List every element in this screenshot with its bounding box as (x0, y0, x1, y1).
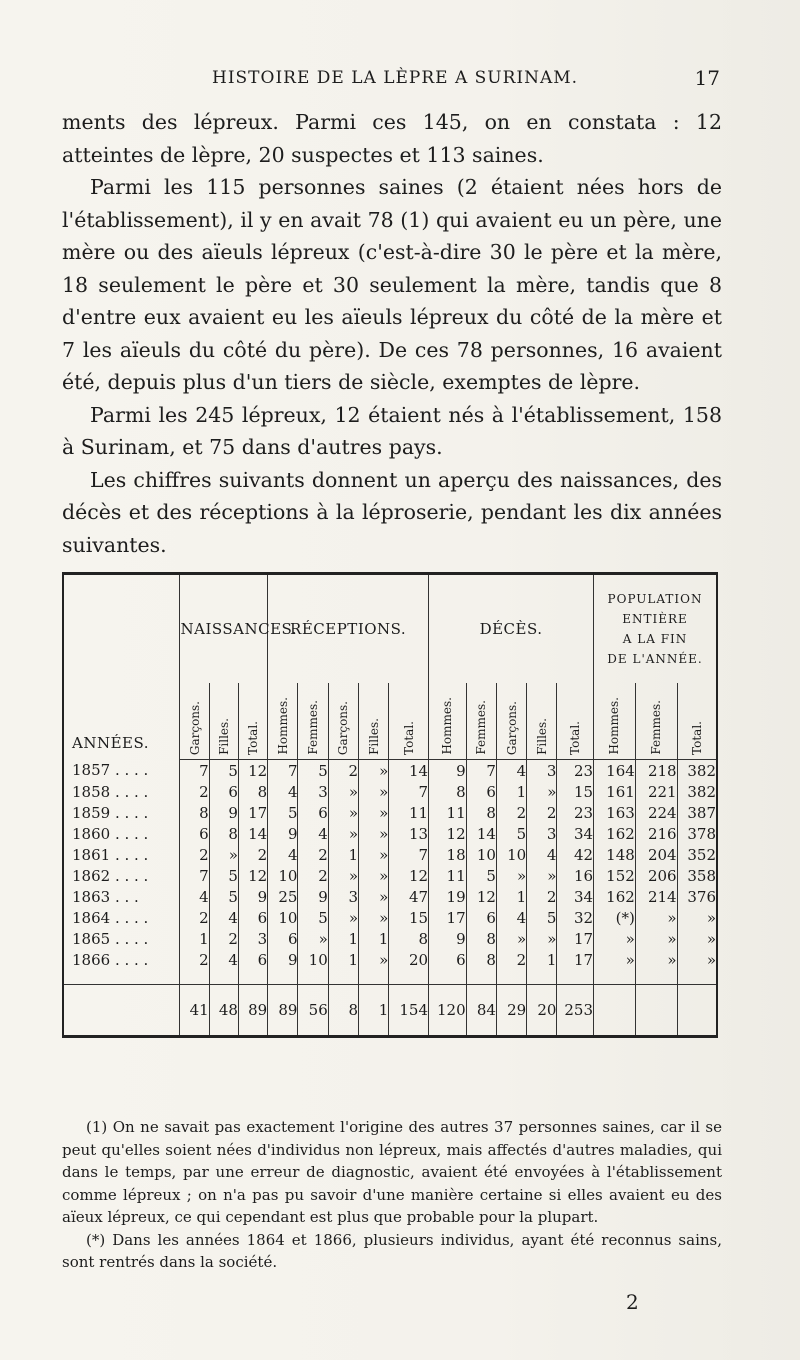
population-header-line: ENTIÈRE (622, 612, 688, 626)
year-cell: 1860 . . . . (72, 824, 149, 843)
paragraph: Parmi les 245 lépreux, 12 étaient nés à l'établissement, 158 à Surinam, et 75 dans d'autres pays. (62, 402, 722, 459)
table-cell: 9 (298, 886, 328, 907)
table-cell: 1 (496, 781, 526, 802)
table-cell: 5 (298, 907, 328, 928)
table-cell: 10 (298, 949, 328, 970)
table-cell: 3 (527, 823, 557, 844)
table-cell: 15 (389, 907, 429, 928)
table-cell: 378 (677, 823, 717, 844)
table-cell: 161 (594, 781, 636, 802)
table-cell: 162 (594, 886, 636, 907)
column-header: Filles. (527, 683, 557, 760)
table-cell: » (328, 907, 358, 928)
table-cell: 5 (268, 802, 298, 823)
table-cell: 14 (389, 760, 429, 782)
table-cell: » (359, 781, 389, 802)
table-cell: » (635, 949, 677, 970)
table-cell: 8 (389, 928, 429, 949)
paragraph: ments des lépreux. Parmi ces 145, on en constata : 12 atteintes de lèpre, 20 suspectes et 113 saines. (62, 110, 722, 167)
footnote: (1) On ne savait pas exactement l'origine des autres 37 personnes saines, car il se peut qu'elles soient nées d'individus non lépreux, mais affectés d'autres maladies, qui dans le temps, par une erreur de diagnostic, avaient été envoyées à l'établissement comme lépreux ; on n'a pas pu savoir d'une manière certaine si elles avaient eu des aïeux lépreux, ce qui cependant est plus que probable pour la plupart. (62, 1118, 722, 1226)
table-cell: 358 (677, 865, 717, 886)
table-cell: 1 (328, 844, 358, 865)
column-header: Hommes. (268, 683, 298, 760)
table-cell: 382 (677, 760, 717, 782)
column-header: Garçons. (180, 683, 209, 760)
table-cell: 5 (209, 760, 238, 782)
table-cell: 206 (635, 865, 677, 886)
table-cell: 1 (328, 949, 358, 970)
table-cell: 7 (389, 781, 429, 802)
column-header: Total. (677, 683, 717, 760)
paragraph: Les chiffres suivants donnent un aperçu des naissances, des décès et des réceptions à la léproserie, pendant les dix années suivantes. (62, 467, 722, 557)
table-cell: 8 (209, 823, 238, 844)
table-cell: 2 (238, 844, 267, 865)
table-cell: 224 (635, 802, 677, 823)
table-cell: » (635, 907, 677, 928)
table-cell: » (328, 781, 358, 802)
table-cell: 17 (429, 907, 467, 928)
table-cell: 2 (180, 781, 209, 802)
table-cell: » (359, 865, 389, 886)
table-cell: 4 (298, 823, 328, 844)
table-cell: » (328, 865, 358, 886)
table-cell: 148 (594, 844, 636, 865)
table-cell: 3 (328, 886, 358, 907)
table-cell: 7 (180, 865, 209, 886)
table-cell: 1 (359, 928, 389, 949)
table-cell: 12 (429, 823, 467, 844)
table-cell: 376 (677, 886, 717, 907)
table-row (63, 781, 717, 802)
table-cell: 8 (466, 928, 496, 949)
table-cell: » (209, 844, 238, 865)
page-header (62, 66, 720, 96)
body-text (62, 106, 722, 561)
table-cell: 2 (328, 760, 358, 782)
total-cell: 84 (466, 985, 496, 1037)
table-cell: 7 (389, 844, 429, 865)
year-cell: 1863 . . . (72, 887, 139, 906)
table-row (63, 823, 717, 844)
population-header-line: A LA FIN (622, 632, 688, 646)
table-cell: » (527, 781, 557, 802)
column-header: Filles. (359, 683, 389, 760)
totals-row (63, 985, 717, 1037)
table-cell: 9 (429, 760, 467, 782)
table-cell: 17 (557, 949, 594, 970)
total-cell: 120 (429, 985, 467, 1037)
deces-header: DÉCÈS. (429, 574, 594, 684)
table-cell: 12 (238, 865, 267, 886)
table-cell: 2 (527, 886, 557, 907)
table-row (63, 886, 717, 907)
table-cell: 5 (496, 823, 526, 844)
total-cell: 8 (328, 985, 358, 1037)
table-cell: (*) (594, 907, 636, 928)
table-cell: » (496, 928, 526, 949)
table-cell: 14 (466, 823, 496, 844)
table-cell: 2 (180, 907, 209, 928)
table-cell: 1 (527, 949, 557, 970)
table-cell: 47 (389, 886, 429, 907)
table-cell: » (677, 949, 717, 970)
table-cell: 32 (557, 907, 594, 928)
table-row (63, 865, 717, 886)
table-cell: 19 (429, 886, 467, 907)
column-header: Filles. (209, 683, 238, 760)
column-header: Total. (389, 683, 429, 760)
receptions-header: RÉCEPTIONS. (268, 574, 429, 684)
table-cell: 4 (496, 760, 526, 782)
column-header: Femmes. (466, 683, 496, 760)
table-cell: 14 (238, 823, 267, 844)
table-cell: » (677, 928, 717, 949)
table-cell: 9 (429, 928, 467, 949)
table-cell: » (359, 802, 389, 823)
table-cell: 6 (466, 781, 496, 802)
table-cell: 17 (238, 802, 267, 823)
spacer-row (63, 970, 717, 985)
table-cell: 8 (466, 949, 496, 970)
table-cell: 5 (209, 865, 238, 886)
table-cell: 12 (238, 760, 267, 782)
table-cell: 6 (429, 949, 467, 970)
page-number: 17 (694, 66, 720, 90)
table-cell: » (594, 949, 636, 970)
year-cell: 1862 . . . . (72, 866, 149, 885)
table-cell: 10 (466, 844, 496, 865)
table-cell: » (328, 823, 358, 844)
statistics-table (62, 572, 718, 1038)
table-cell: 2 (527, 802, 557, 823)
table-cell: 352 (677, 844, 717, 865)
table-cell: 4 (268, 844, 298, 865)
total-cell: 48 (209, 985, 238, 1037)
table-cell: 6 (209, 781, 238, 802)
year-cell: 1858 . . . . (72, 782, 149, 801)
table-cell: 8 (238, 781, 267, 802)
total-cell: 56 (298, 985, 328, 1037)
table-cell: » (328, 802, 358, 823)
year-cell: 1857 . . . . (72, 761, 149, 780)
total-cell: 154 (389, 985, 429, 1037)
table-cell: 4 (180, 886, 209, 907)
table-cell: 2 (180, 844, 209, 865)
table-cell: 9 (238, 886, 267, 907)
table-cell: 6 (466, 907, 496, 928)
table-cell: 23 (557, 802, 594, 823)
table-cell: 4 (527, 844, 557, 865)
table-row (63, 928, 717, 949)
table-cell: 10 (496, 844, 526, 865)
total-cell: 41 (180, 985, 209, 1037)
table-cell: 34 (557, 823, 594, 844)
table-cell: 204 (635, 844, 677, 865)
year-cell: 1864 . . . . (72, 908, 149, 927)
signature-mark: 2 (626, 1290, 639, 1314)
table-cell: 4 (209, 949, 238, 970)
table-cell: » (677, 907, 717, 928)
table-cell: 7 (466, 760, 496, 782)
table-cell: 1 (496, 886, 526, 907)
table-cell: 10 (268, 865, 298, 886)
table-cell: 2 (496, 949, 526, 970)
column-header: Hommes. (594, 683, 636, 760)
table-cell: 5 (298, 760, 328, 782)
group-header-row (63, 574, 717, 684)
table-row (63, 802, 717, 823)
table-cell: » (359, 886, 389, 907)
total-cell: 29 (496, 985, 526, 1037)
table-cell: 152 (594, 865, 636, 886)
table-cell: 23 (557, 760, 594, 782)
year-cell: 1861 . . . . (72, 845, 149, 864)
table-cell: 42 (557, 844, 594, 865)
table-cell: 4 (496, 907, 526, 928)
table-cell: 3 (527, 760, 557, 782)
table-cell: 25 (268, 886, 298, 907)
naissances-header: NAISSANCES. (180, 574, 268, 684)
table-cell: 34 (557, 886, 594, 907)
table-row (63, 907, 717, 928)
statistics-table-container (62, 572, 718, 1102)
totals-label-cell (63, 985, 180, 1037)
table-cell: » (359, 844, 389, 865)
total-cell: 1 (359, 985, 389, 1037)
table-cell: 9 (268, 823, 298, 844)
table-cell: 8 (429, 781, 467, 802)
paragraph: Parmi les 115 personnes saines (2 étaient nées hors de l'établissement), il y en avait 78 (1) qui avaient eu un père, une mère ou des aïeuls lépreux (c'est-à-dire 30 le père et la mère, 18 seulement le père et 30 seulement la mère, tandis que 8 d'entre eux avaient eu les aïeuls lépreux du côté de la mère et 7 les aïeuls du côté du père). De ces 78 personnes, 16 avaient été, depuis plus d'un tiers de siècle, exemptes de lèpre. (62, 175, 722, 394)
table-cell: 387 (677, 802, 717, 823)
table-cell: » (359, 949, 389, 970)
table-cell: » (496, 865, 526, 886)
table-cell: 12 (389, 865, 429, 886)
table-cell: » (359, 907, 389, 928)
table-cell: 20 (389, 949, 429, 970)
total-cell (635, 985, 677, 1037)
table-cell: » (359, 823, 389, 844)
year-cell: 1859 . . . . (72, 803, 149, 822)
table-row (63, 760, 717, 782)
table-body (63, 760, 717, 1037)
table-cell: 10 (268, 907, 298, 928)
table-cell: 15 (557, 781, 594, 802)
population-header (594, 574, 717, 684)
year-cell: 1866 . . . . (72, 950, 149, 969)
column-header: Hommes. (429, 683, 467, 760)
table-cell: 218 (635, 760, 677, 782)
table-cell: 6 (298, 802, 328, 823)
table-cell: 17 (557, 928, 594, 949)
table-cell: 216 (635, 823, 677, 844)
table-cell: 18 (429, 844, 467, 865)
total-cell: 253 (557, 985, 594, 1037)
table-cell: 163 (594, 802, 636, 823)
total-cell: 89 (238, 985, 267, 1037)
table-cell: 11 (429, 865, 467, 886)
table-cell: 2 (180, 949, 209, 970)
table-cell: 9 (268, 949, 298, 970)
total-cell: 20 (527, 985, 557, 1037)
table-cell: 214 (635, 886, 677, 907)
population-header-line: POPULATION (607, 592, 703, 606)
column-header: Total. (557, 683, 594, 760)
table-cell: 7 (180, 760, 209, 782)
table-cell: » (359, 760, 389, 782)
table-row (63, 844, 717, 865)
table-cell: » (527, 928, 557, 949)
table-cell: 13 (389, 823, 429, 844)
table-cell: 11 (429, 802, 467, 823)
table-cell: 162 (594, 823, 636, 844)
table-cell: 6 (268, 928, 298, 949)
column-header: Femmes. (298, 683, 328, 760)
table-cell: 4 (209, 907, 238, 928)
table-cell: 8 (180, 802, 209, 823)
table-cell: 221 (635, 781, 677, 802)
total-cell: 89 (268, 985, 298, 1037)
table-cell: 6 (180, 823, 209, 844)
annees-header: ANNÉES. (72, 733, 149, 752)
table-cell: » (635, 928, 677, 949)
table-cell: 5 (466, 865, 496, 886)
table-cell: » (527, 865, 557, 886)
table-cell: 11 (389, 802, 429, 823)
table-cell: 16 (557, 865, 594, 886)
population-header-line: DE L'ANNÉE. (607, 652, 703, 666)
table-cell: 1 (180, 928, 209, 949)
table-cell: 3 (238, 928, 267, 949)
column-header: Femmes. (635, 683, 677, 760)
column-header: Garçons. (328, 683, 358, 760)
footnote: (*) Dans les années 1864 et 1866, plusieurs individus, ayant été reconnus sains, sont rentrés dans la société. (62, 1230, 722, 1271)
table-cell: 5 (209, 886, 238, 907)
table-cell: » (594, 928, 636, 949)
table-cell: 2 (298, 844, 328, 865)
table-cell: 164 (594, 760, 636, 782)
column-header: Garçons. (496, 683, 526, 760)
column-header: Total. (238, 683, 267, 760)
table-cell: 1 (328, 928, 358, 949)
table-cell: 9 (209, 802, 238, 823)
table-cell: » (298, 928, 328, 949)
total-cell (677, 985, 717, 1037)
table-cell: 8 (466, 802, 496, 823)
table-cell: 6 (238, 949, 267, 970)
footnotes (62, 1116, 722, 1274)
table-cell: 2 (496, 802, 526, 823)
table-cell: 6 (238, 907, 267, 928)
total-cell (594, 985, 636, 1037)
table-row (63, 949, 717, 970)
table-cell: 7 (268, 760, 298, 782)
running-title: HISTOIRE DE LA LÈPRE A SURINAM. (212, 68, 579, 88)
table-cell: 12 (466, 886, 496, 907)
table-cell: 2 (209, 928, 238, 949)
table-cell: 382 (677, 781, 717, 802)
table-cell: 3 (298, 781, 328, 802)
table-cell: 2 (298, 865, 328, 886)
table-cell: 5 (527, 907, 557, 928)
year-cell: 1865 . . . . (72, 929, 149, 948)
table-cell: 4 (268, 781, 298, 802)
